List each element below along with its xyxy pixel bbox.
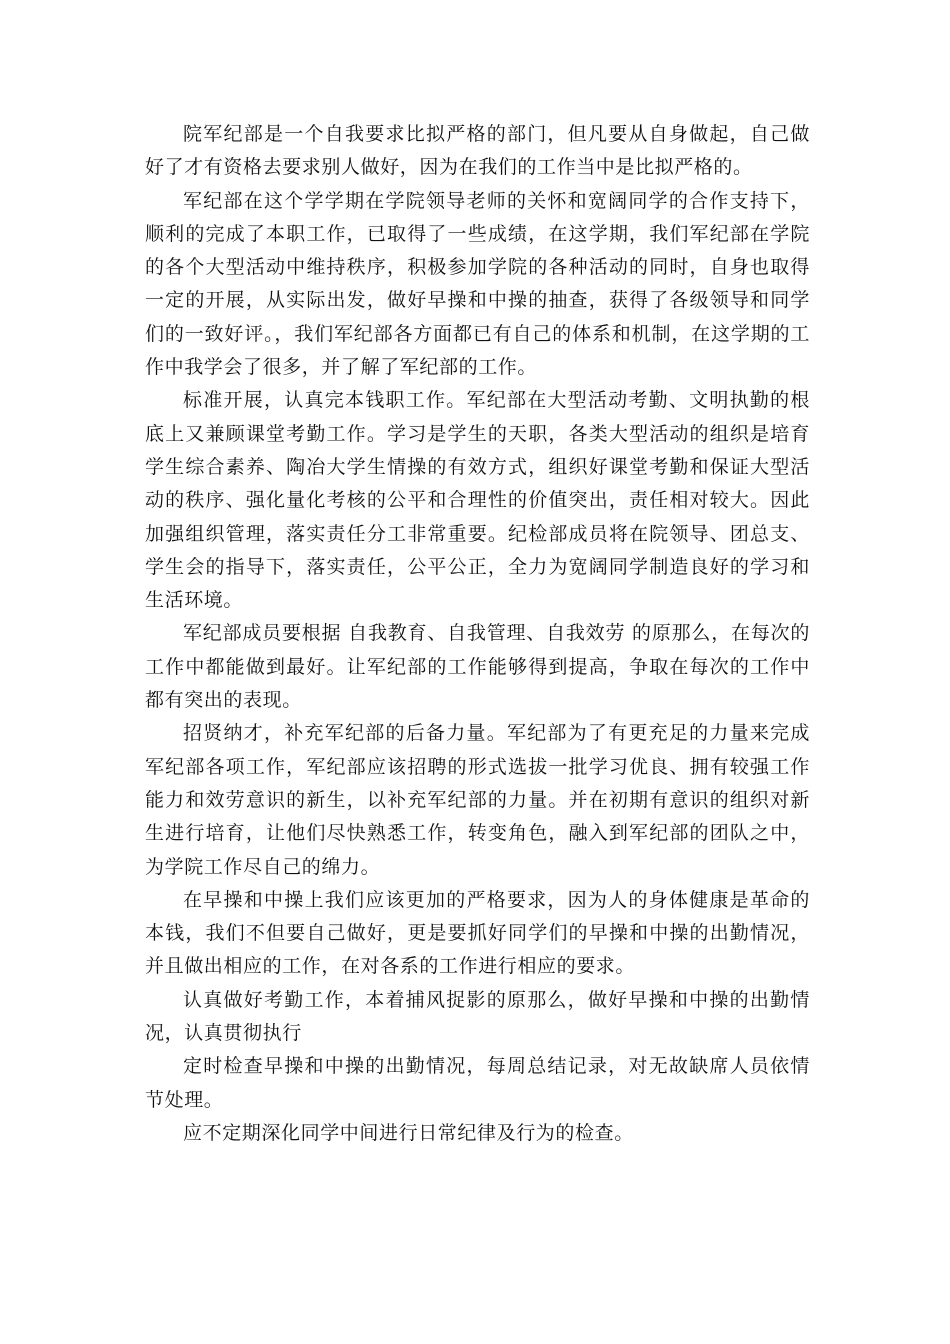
paragraph-5: 招贤纳才，补充军纪部的后备力量。军纪部为了有更充足的力量来完成军纪部各项工作，军纪部应该招聘的形式选拔一批学习优良、拥有较强工作能力和效劳意识的新生，以补充军纪部的力量。并在初期有意识的组织对新生进行培育，让他们尽快熟悉工作，转变角色，融入到军纪部的团队之中，为学院工作尽自己的绵力。 [145, 722, 810, 878]
paragraph-7: 认真做好考勤工作，本着捕风捉影的原那么，做好早操和中操的出勤情况，认真贯彻执行 [145, 988, 810, 1045]
paragraph-6: 在早操和中操上我们应该更加的严格要求，因为人的身体健康是革命的本钱，我们不但要自己做好，更是要抓好同学们的早操和中操的出勤情况，并且做出相应的工作，在对各系的工作进行相应的要求。 [145, 888, 810, 978]
paragraph-4: 军纪部成员要根据 自我教育、自我管理、自我效劳 的原那么，在每次的工作中都能做到最好。让军纪部的工作能够得到提高，争取在每次的工作中都有突出的表现。 [145, 622, 810, 712]
paragraph-9: 应不定期深化同学中间进行日常纪律及行为的检查。 [183, 1121, 634, 1144]
paragraph-3: 标准开展，认真完本钱职工作。军纪部在大型活动考勤、文明执勤的根底上又兼顾课堂考勤工作。学习是学生的天职，各类大型活动的组织是培育学生综合素养、陶冶大学生情操的有效方式，组织好课堂考勤和保证大型活动的秩序、强化量化考核的公平和合理性的价值突出，责任相对较大。因此加强组织管理，落实责任分工非常重要。纪检部成员将在院领导、团总支、学生会的指导下，落实责任，公平公正，全力为宽阔同学制造良好的学习和生活环境。 [145, 389, 810, 612]
document-body [145, 118, 810, 1150]
paragraph-1: 院军纪部是一个自我要求比拟严格的部门，但凡要从自身做起，自己做好了才有资格去要求别人做好，因为在我们的工作当中是比拟严格的。 [145, 123, 810, 179]
paragraph-8: 定时检查早操和中操的出勤情况，每周总结记录，对无故缺席人员依情节处理。 [145, 1055, 810, 1111]
paragraph-2: 军纪部在这个学学期在学院领导老师的关怀和宽阔同学的合作支持下，顺利的完成了本职工作，已取得了一些成绩，在这学期，我们军纪部在学院的各个大型活动中维持秩序，积极参加学院的各种活动的同时，自身也取得一定的开展，从实际出发，做好早操和中操的抽查，获得了各级领导和同学们的一致好评。，我们军纪部各方面都已有自己的体系和机制，在这学期的工作中我学会了很多，并了解了军纪部的工作。 [145, 189, 810, 379]
